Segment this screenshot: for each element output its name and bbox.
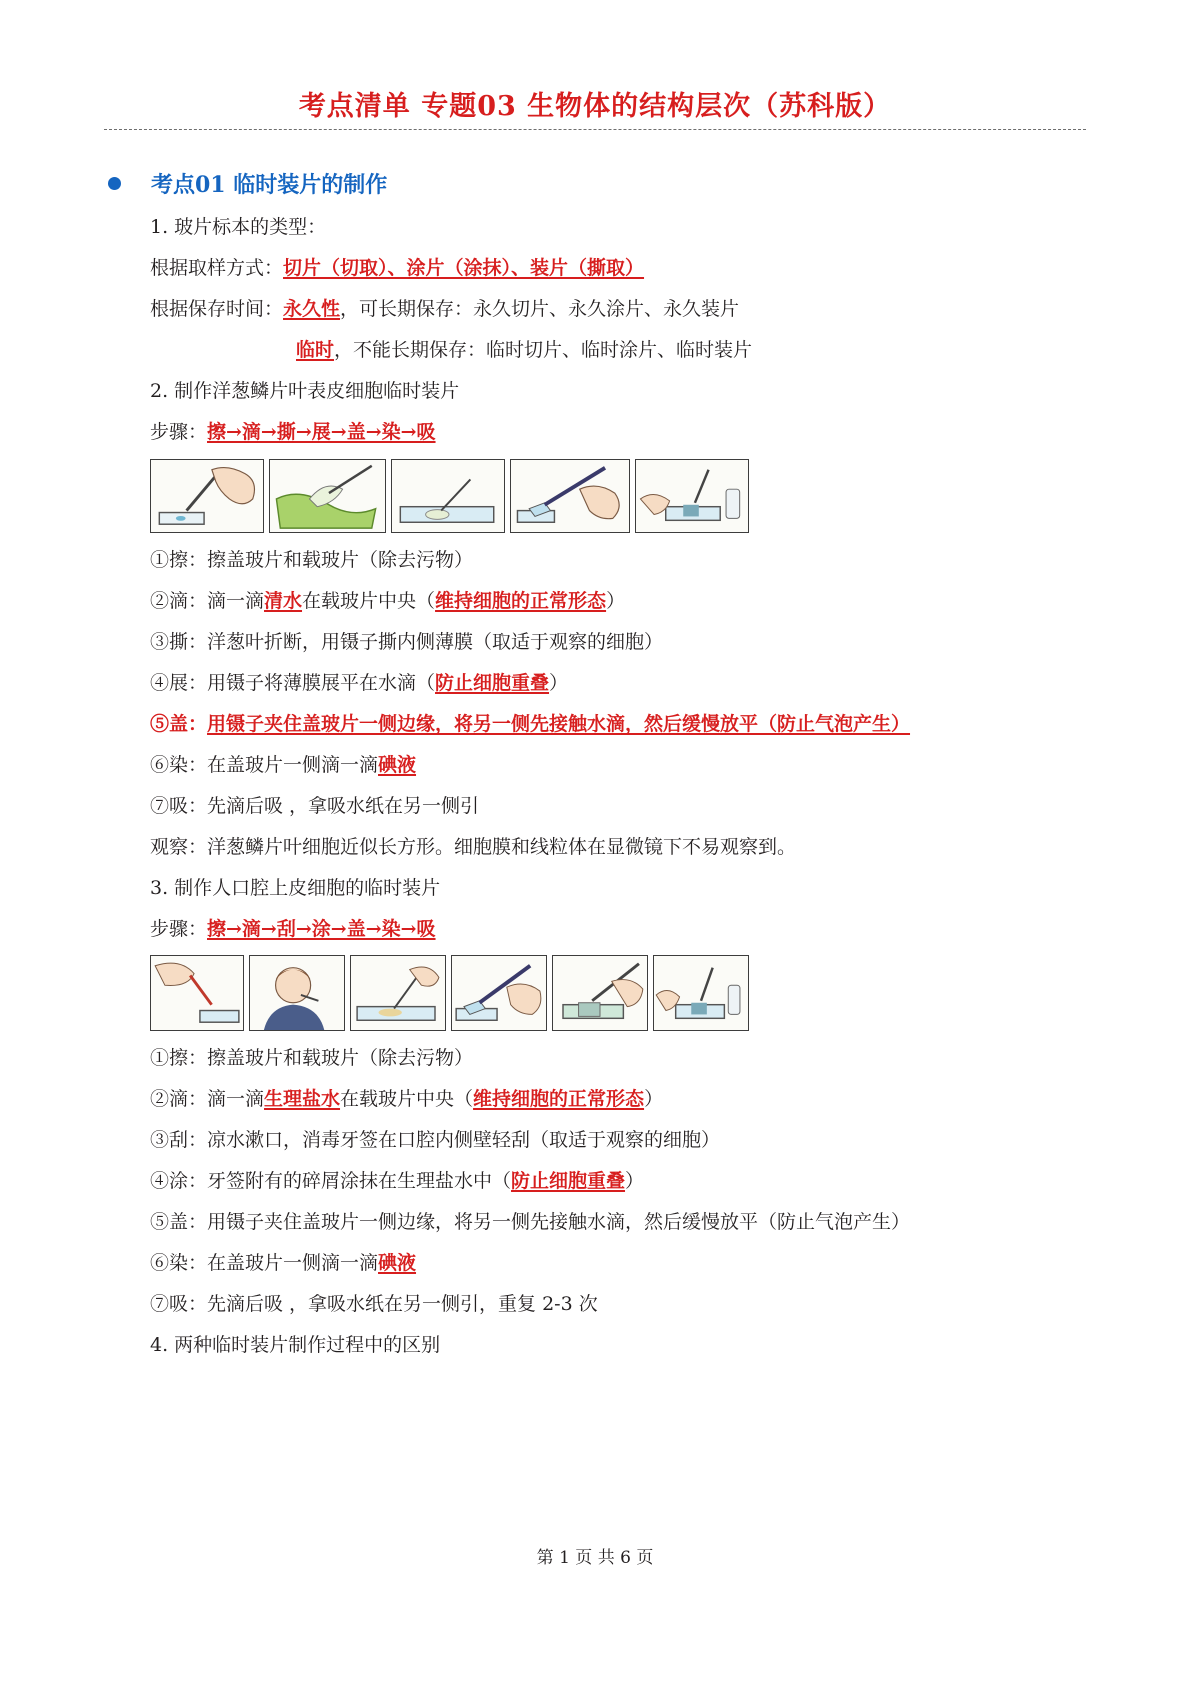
cheek-steps: 擦→滴→刮→涂→盖→染→吸	[207, 918, 436, 940]
iodine-keyword: 碘液	[378, 1252, 417, 1274]
bullet-icon	[108, 177, 121, 190]
saline-keyword: 生理盐水	[264, 1088, 341, 1110]
onion-step-2-text-a: ②滴：滴一滴	[150, 590, 265, 612]
onion-step-4-text-a: ④展：用镊子将薄膜展平在水滴（	[150, 672, 436, 694]
onion-steps-images	[150, 459, 749, 533]
cheek-step-2	[150, 1084, 663, 1114]
cheek-step-4-text-b: ）	[625, 1170, 645, 1192]
stain-iodine-illustration	[635, 459, 749, 533]
cheek-step-5: ⑤盖：用镊子夹住盖玻片一侧边缘，将另一侧先接触水滴，然后缓慢放平（防止气泡产生）	[150, 1211, 911, 1233]
prevent-overlap-keyword: 防止细胞重叠	[511, 1170, 626, 1192]
cheek-step-1: ①擦：擦盖玻片和载玻片（除去污物）	[150, 1047, 474, 1069]
cheek-step-6	[150, 1248, 416, 1278]
temporary-row	[296, 335, 752, 365]
storage-time-label: 根据保存时间：	[150, 298, 284, 320]
storage-time-row	[150, 294, 739, 324]
iodine-stain-illustration	[653, 955, 749, 1031]
cheek-steps-images	[150, 955, 749, 1031]
temporary-keyword: 临时	[296, 339, 335, 361]
cheek-step-4	[150, 1166, 644, 1196]
cheek-step-3: ③刮：凉水漱口，消毒牙签在口腔内侧壁轻刮（取适于观察的细胞）	[150, 1129, 721, 1151]
onion-step-2-text-c: ）	[606, 590, 626, 612]
tweezers-slide-illustration	[552, 955, 648, 1031]
iodine-keyword: 碘液	[378, 754, 417, 776]
onion-step-6	[150, 750, 416, 780]
tweezers-coverslip-illustration	[510, 459, 630, 533]
cheek-step-4-text-a: ④涂：牙签附有的碎屑涂抹在生理盐水中（	[150, 1170, 512, 1192]
cover-slip-illustration	[451, 955, 547, 1031]
dropper-saline-illustration	[150, 955, 244, 1031]
sampling-method-label: 根据取样方式：	[150, 257, 284, 279]
heading-onion-mount: 2. 制作洋葱鳞片叶表皮细胞临时装片	[150, 380, 460, 402]
onion-step-6-text: ⑥染：在盖玻片一侧滴一滴	[150, 754, 379, 776]
permanent-desc: ，可长期保存：永久切片、永久涂片、永久装片	[340, 298, 740, 320]
onion-step-2	[150, 586, 625, 616]
temporary-desc: ，不能长期保存：临时切片、临时涂片、临时装片	[334, 339, 753, 361]
section-heading	[108, 168, 387, 198]
page-title: 考点清单 专题03 生物体的结构层次（苏科版）	[298, 91, 892, 122]
cheek-step-2-text-c: ）	[644, 1088, 664, 1110]
peel-onion-illustration	[269, 459, 386, 533]
section-heading-label: 考点01 临时装片的制作	[151, 171, 388, 198]
heading-slide-types: 1. 玻片标本的类型：	[150, 216, 327, 238]
dropper-slide-illustration	[150, 459, 264, 533]
toothpick-mouth-illustration	[249, 955, 345, 1031]
clear-water-keyword: 清水	[264, 590, 303, 612]
onion-step-5-label: ⑤盖：	[150, 713, 208, 735]
cover-slip-keyword: 用镊子夹住盖玻片一侧边缘，将另一侧先接触水滴，然后缓慢放平（防止气泡产生）	[207, 713, 911, 735]
cheek-step-6-text: ⑥染：在盖玻片一侧滴一滴	[150, 1252, 379, 1274]
onion-step-7: ⑦吸：先滴后吸 ，拿吸水纸在另一侧引	[150, 795, 480, 817]
onion-steps: 擦→滴→撕→展→盖→染→吸	[207, 421, 436, 443]
cheek-step-2-text-b: 在载玻片中央（	[340, 1088, 474, 1110]
cheek-step-7: ⑦吸：先滴后吸 ，拿吸水纸在另一侧引，重复 2-3 次	[150, 1293, 598, 1315]
maintain-shape-keyword: 维持细胞的正常形态	[473, 1088, 645, 1110]
page-number: 第 1 页 共 6 页	[536, 1548, 654, 1568]
sampling-method-answer: 切片（切取）、涂片（涂抹）、装片（撕取）	[283, 257, 645, 279]
heading-cheek-mount: 3. 制作人口腔上皮细胞的临时装片	[150, 877, 441, 899]
spread-film-illustration	[391, 459, 505, 533]
steps-label: 步骤：	[150, 918, 208, 940]
onion-step-3: ③撕：洋葱叶折断，用镊子撕内侧薄膜（取适于观察的细胞）	[150, 631, 664, 653]
maintain-shape-keyword: 维持细胞的正常形态	[435, 590, 607, 612]
onion-observation: 观察：洋葱鳞片叶细胞近似长方形。细胞膜和线粒体在显微镜下不易观察到。	[150, 836, 797, 858]
smear-illustration	[350, 955, 446, 1031]
onion-step-4	[150, 668, 568, 698]
onion-step-1: ①擦：擦盖玻片和载玻片（除去污物）	[150, 549, 474, 571]
cheek-steps-row	[150, 914, 436, 944]
onion-step-5	[150, 709, 910, 739]
title-divider	[104, 129, 1086, 130]
onion-steps-row	[150, 417, 436, 447]
steps-label: 步骤：	[150, 421, 208, 443]
permanent-keyword: 永久性	[283, 298, 341, 320]
cheek-step-2-text-a: ②滴：滴一滴	[150, 1088, 265, 1110]
prevent-overlap-keyword: 防止细胞重叠	[435, 672, 550, 694]
sampling-method-row	[150, 253, 644, 283]
onion-step-4-text-b: ）	[549, 672, 569, 694]
heading-differences: 4. 两种临时装片制作过程中的区别	[150, 1334, 441, 1356]
onion-step-2-text-b: 在载玻片中央（	[302, 590, 436, 612]
